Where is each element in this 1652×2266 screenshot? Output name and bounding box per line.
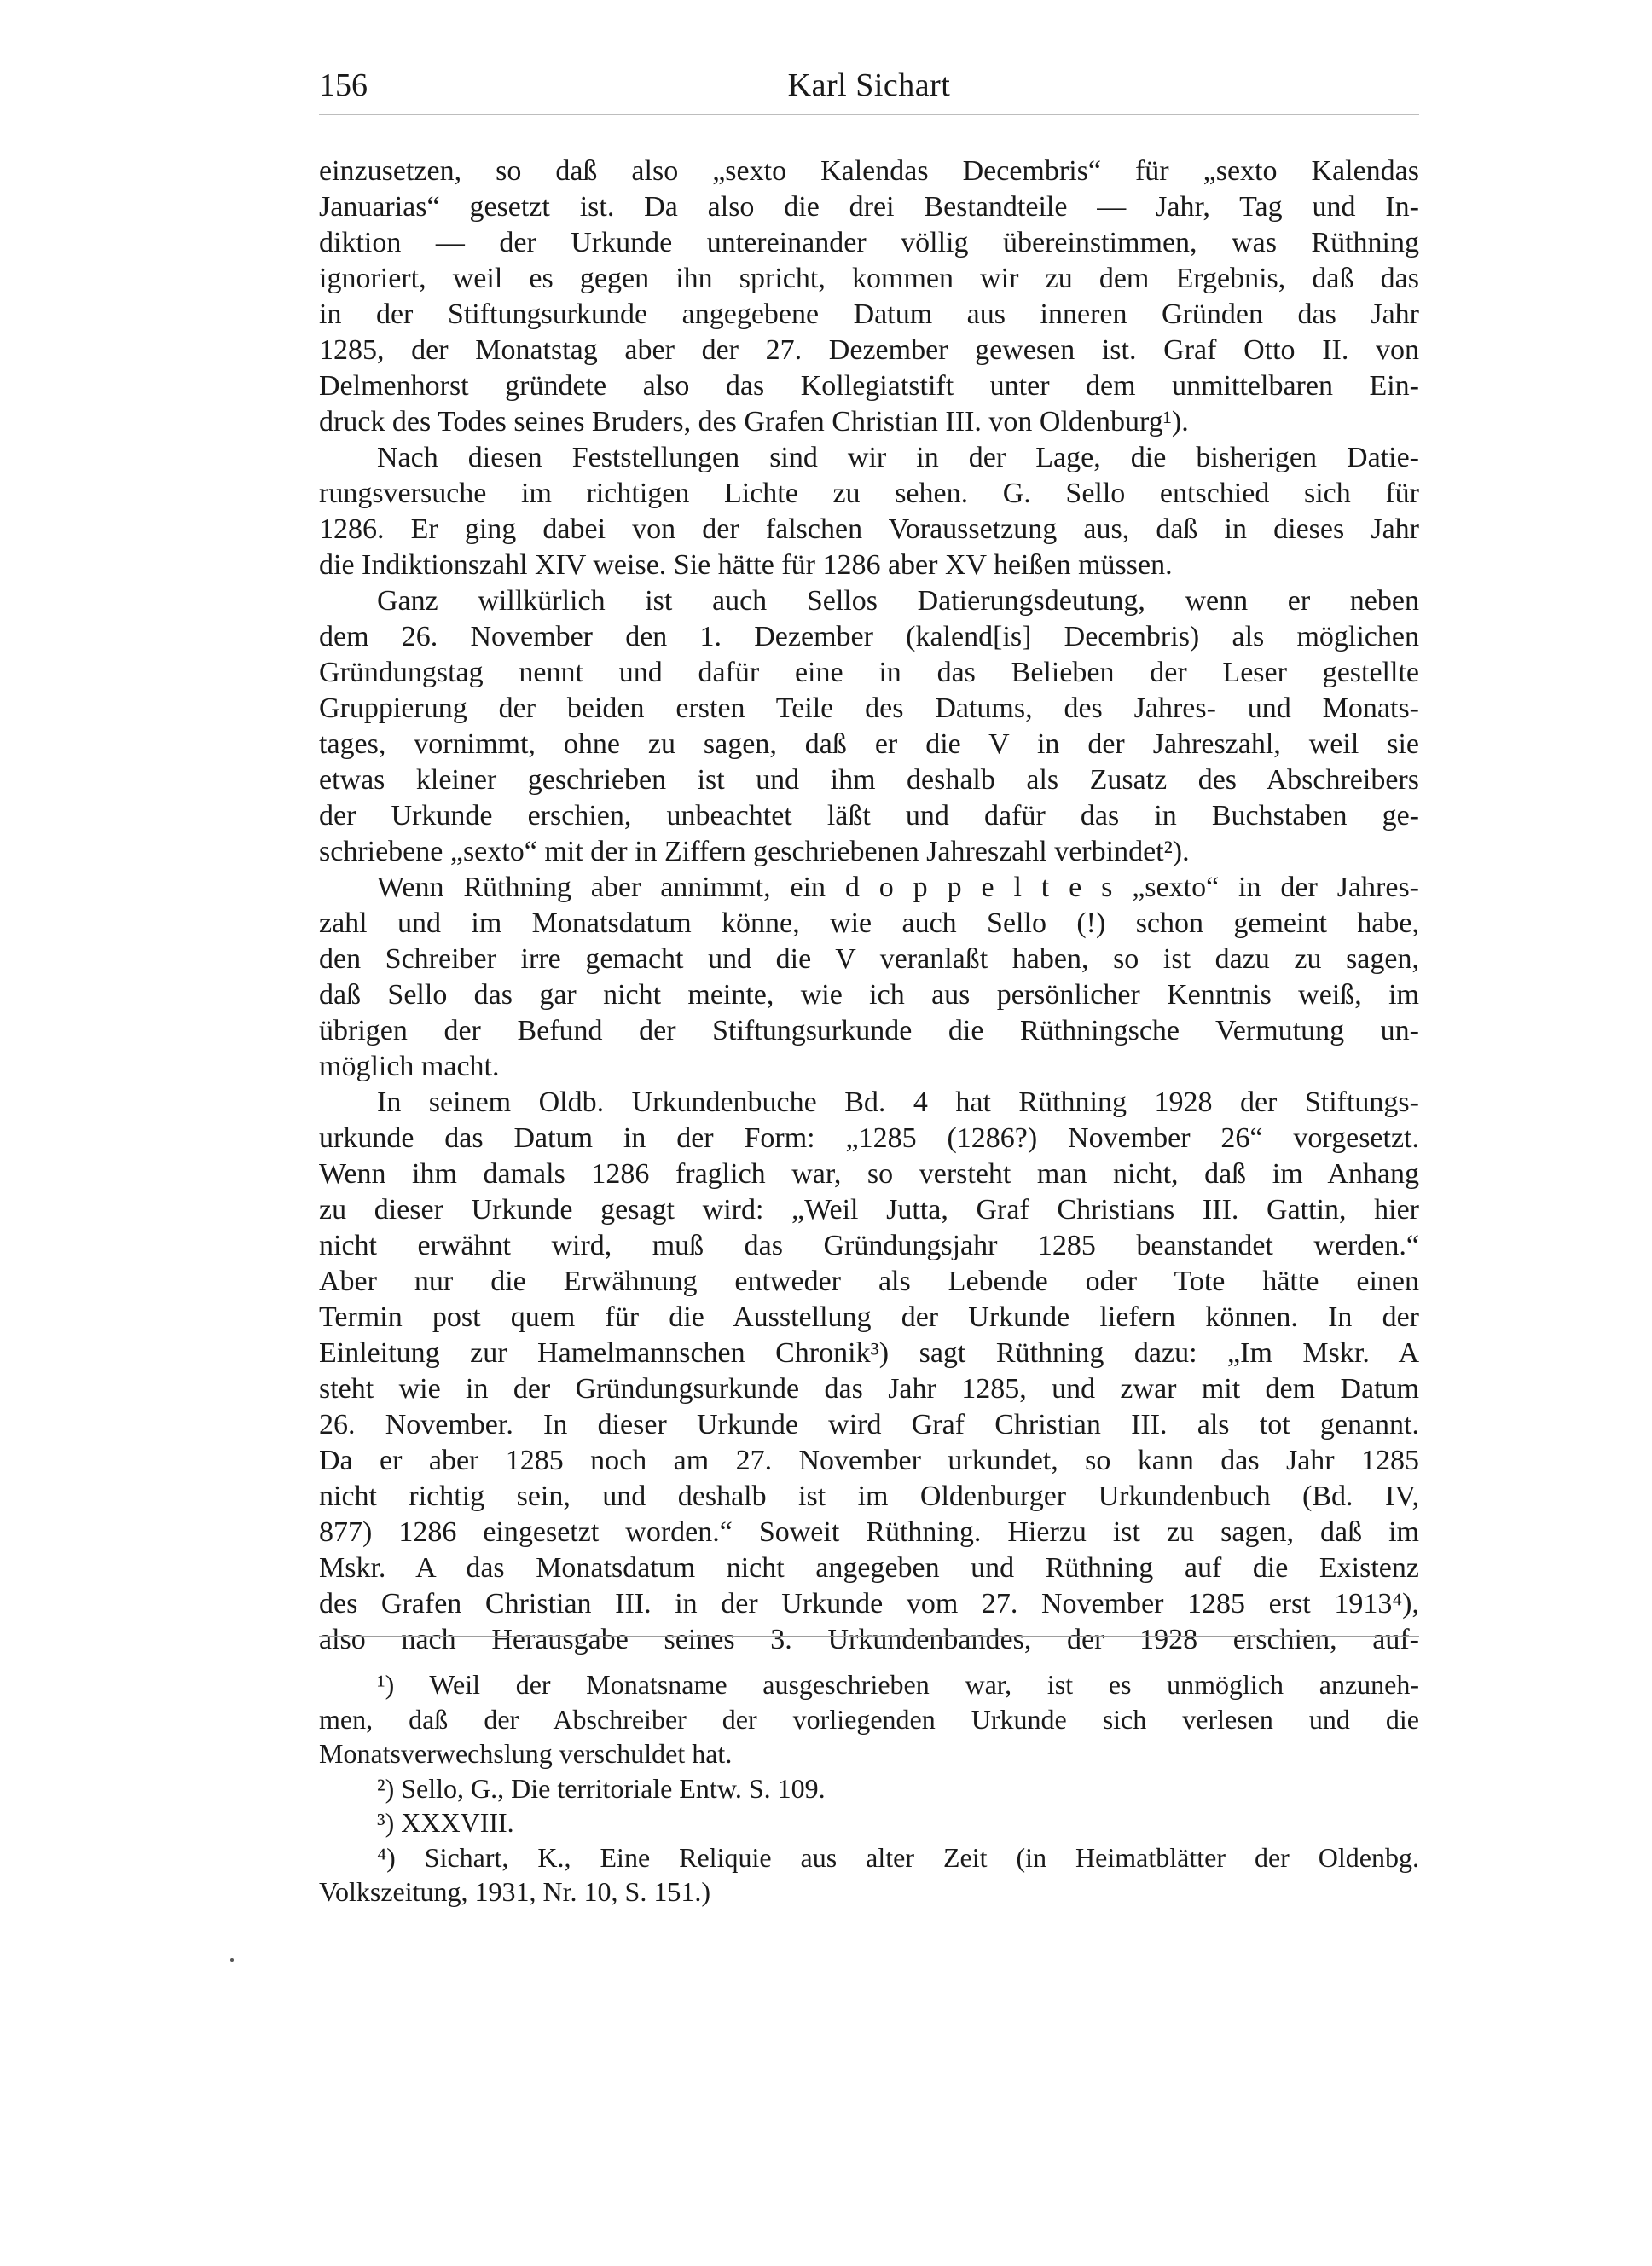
footnote-line: ²) Sello, G., Die territoriale Entw. S. 109. bbox=[377, 1772, 826, 1804]
text-line: diktion — der Urkunde untereinander völlig übereinstimmen, was Rüthning bbox=[319, 227, 1419, 258]
text-line: Nach diesen Feststellungen sind wir in der Lage, die bisherigen Datie- bbox=[377, 442, 1419, 473]
text-line: Delmenhorst gründete also das Kollegiatstift unter dem unmittelbaren Ein- bbox=[319, 370, 1419, 402]
text-line: dem 26. November den 1. Dezember (kalend[is] Decembris) als möglichen bbox=[319, 621, 1419, 652]
text-line: Da er aber 1285 noch am 27. November urkundet, so kann das Jahr 1285 bbox=[319, 1445, 1419, 1476]
text-line: Januarias“ gesetzt ist. Da also die drei Bestandteile — Jahr, Tag und In- bbox=[319, 191, 1419, 223]
footnote-line: ³) XXXVIII. bbox=[377, 1807, 514, 1838]
text-line: daß Sello das gar nicht meinte, wie ich aus persönlicher Kenntnis weiß, im bbox=[319, 979, 1419, 1011]
ink-speck bbox=[230, 1958, 234, 1962]
text-line: des Grafen Christian III. in der Urkunde vom 27. November 1285 erst 1913⁴), bbox=[319, 1588, 1419, 1620]
footnote-line: ⁴) Sichart, K., Eine Reliquie aus alter Zeit (in Heimatblätter der Oldenbg. bbox=[377, 1841, 1419, 1873]
footnote-line: men, daß der Abschreiber der vorliegenden Urkunde sich verlesen und die bbox=[319, 1703, 1419, 1735]
footnotes bbox=[319, 1667, 1419, 1910]
body-text bbox=[319, 154, 1419, 1658]
text-line: Wenn Rüthning aber annimmt, ein d o p p e l t e s „sexto“ in der Jahres- bbox=[377, 872, 1419, 903]
header-rule bbox=[319, 114, 1419, 115]
footnote-line: ¹) Weil der Monatsname ausgeschrieben war, ist es unmöglich anzuneh- bbox=[377, 1669, 1419, 1700]
text-line: einzusetzen, so daß also „sexto Kalendas Decembris“ für „sexto Kalendas bbox=[319, 155, 1419, 187]
running-head: Karl Sichart bbox=[787, 67, 951, 103]
text-line: 877) 1286 eingesetzt worden.“ Soweit Rüthning. Hierzu ist zu sagen, daß im bbox=[319, 1516, 1419, 1548]
text-line: urkunde das Datum in der Form: „1285 (1286?) November 26“ vorgesetzt. bbox=[319, 1122, 1419, 1154]
text-line: den Schreiber irre gemacht und die V veranlaßt haben, so ist dazu zu sagen, bbox=[319, 943, 1419, 975]
text-line: also nach Herausgabe seines 3. Urkundenbandes, der 1928 erschien, auf- bbox=[319, 1624, 1419, 1655]
text-line: etwas kleiner geschrieben ist und ihm deshalb als Zusatz des Abschreibers bbox=[319, 764, 1419, 796]
text-line: Gruppierung der beiden ersten Teile des Datums, des Jahres- und Monats- bbox=[319, 693, 1419, 724]
text-line: möglich macht. bbox=[319, 1051, 500, 1082]
text-line: 1285, der Monatstag aber der 27. Dezember gewesen ist. Graf Otto II. von bbox=[319, 334, 1419, 366]
text-line: Aber nur die Erwähnung entweder als Lebende oder Tote hätte einen bbox=[319, 1266, 1419, 1297]
text-line: rungsversuche im richtigen Lichte zu sehen. G. Sello entschied sich für bbox=[319, 478, 1419, 509]
text-line: tages, vornimmt, ohne zu sagen, daß er die V in der Jahreszahl, weil sie bbox=[319, 728, 1419, 760]
footnote-rule bbox=[319, 1636, 1419, 1637]
text-line: ignoriert, weil es gegen ihn spricht, kommen wir zu dem Ergebnis, daß das bbox=[319, 263, 1419, 294]
text-line: Gründungstag nennt und dafür eine in das Belieben der Leser gestellte bbox=[319, 657, 1419, 688]
text-line: druck des Todes seines Bruders, des Grafen Christian III. von Oldenburg¹). bbox=[319, 406, 1189, 438]
text-line: schriebene „sexto“ mit der in Ziffern geschriebenen Jahreszahl verbindet²). bbox=[319, 836, 1190, 867]
footnote-line: Monatsverwechslung verschuldet hat. bbox=[319, 1738, 733, 1769]
page-header bbox=[319, 60, 1419, 111]
text-line: 26. November. In dieser Urkunde wird Graf Christian III. als tot genannt. bbox=[319, 1409, 1419, 1440]
text-line: Termin post quem für die Ausstellung der Urkunde liefern können. In der bbox=[319, 1301, 1419, 1333]
text-line: nicht erwähnt wird, muß das Gründungsjahr 1285 beanstandet werden.“ bbox=[319, 1230, 1419, 1261]
text-line: In seinem Oldb. Urkundenbuche Bd. 4 hat Rüthning 1928 der Stiftungs- bbox=[377, 1087, 1419, 1118]
text-line: zu dieser Urkunde gesagt wird: „Weil Jutta, Graf Christians III. Gattin, hier bbox=[319, 1194, 1419, 1226]
text-line: zahl und im Monatsdatum könne, wie auch Sello (!) schon gemeint habe, bbox=[319, 907, 1419, 939]
text-line: 1286. Er ging dabei von der falschen Voraussetzung aus, daß in dieses Jahr bbox=[319, 513, 1419, 545]
page-number: 156 bbox=[319, 67, 368, 103]
text-line: Ganz willkürlich ist auch Sellos Datierungsdeutung, wenn er neben bbox=[377, 585, 1419, 617]
text-line: Mskr. A das Monatsdatum nicht angegeben und Rüthning auf die Existenz bbox=[319, 1552, 1419, 1584]
text-line: Wenn ihm damals 1286 fraglich war, so versteht man nicht, daß im Anhang bbox=[319, 1158, 1419, 1190]
text-line: die Indiktionszahl XIV weise. Sie hätte für 1286 aber XV heißen müssen. bbox=[319, 549, 1173, 581]
text-line: nicht richtig sein, und deshalb ist im Oldenburger Urkundenbuch (Bd. IV, bbox=[319, 1481, 1419, 1512]
text-line: Einleitung zur Hamelmannschen Chronik³) sagt Rüthning dazu: „Im Mskr. A bbox=[319, 1337, 1419, 1369]
footnote-line: Volkszeitung, 1931, Nr. 10, S. 151.) bbox=[319, 1876, 710, 1907]
text-line: in der Stiftungsurkunde angegebene Datum aus inneren Gründen das Jahr bbox=[319, 298, 1419, 330]
text-line: übrigen der Befund der Stiftungsurkunde die Rüthningsche Vermutung un- bbox=[319, 1015, 1419, 1046]
text-line: der Urkunde erschien, unbeachtet läßt und dafür das in Buchstaben ge- bbox=[319, 800, 1419, 832]
text-line: steht wie in der Gründungsurkunde das Jahr 1285, und zwar mit dem Datum bbox=[319, 1373, 1419, 1405]
